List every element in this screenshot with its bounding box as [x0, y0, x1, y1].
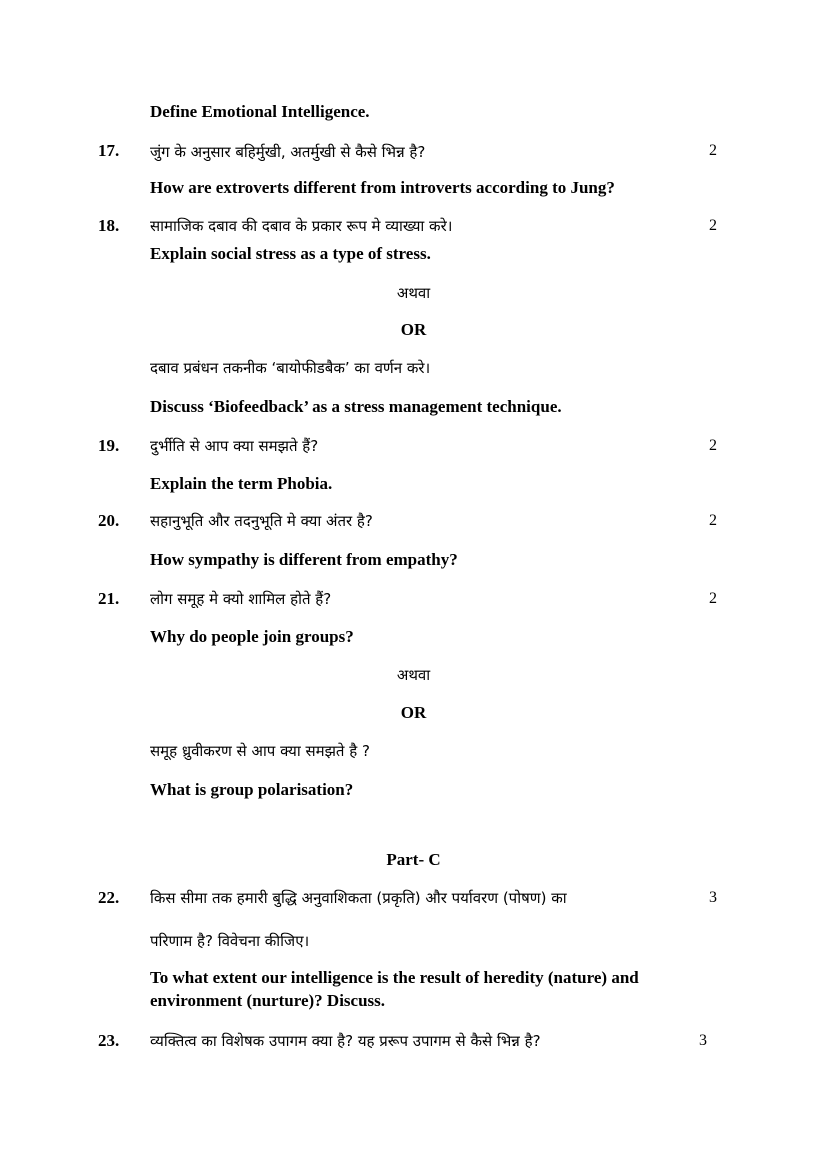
question-18-hindi: सामाजिक दबाव की दबाव के प्रकार रूप मे व्याख्या करे।: [150, 217, 453, 235]
question-20-marks: 2: [709, 512, 717, 529]
question-18-alternative-hindi: दबाव प्रबंधन तकनीक ‘बायोफीडबैक’ का वर्णन करे।: [150, 359, 431, 377]
question-18-alternative-english: Discuss ‘Biofeedback’ as a stress management technique.: [150, 397, 562, 416]
question-21-alternative-english: What is group polarisation?: [150, 780, 354, 799]
question-21-english: Why do people join groups?: [150, 627, 354, 646]
question-19-marks: 2: [709, 437, 717, 454]
question-21-alternative-hindi: समूह ध्रुवीकरण से आप क्या समझते है ?: [150, 742, 370, 760]
question-18-or-hindi: अथवा: [396, 284, 431, 302]
question-number-17: 17.: [98, 141, 120, 160]
question-19-english: Explain the term Phobia.: [150, 474, 333, 493]
question-18-or-english: OR: [400, 320, 427, 339]
part-c-heading: Part- C: [386, 850, 441, 869]
question-number-23: 23.: [98, 1031, 120, 1050]
question-19-hindi: दुर्भीति से आप क्या समझते हैं?: [150, 437, 319, 455]
question-22-hindi-line-2: परिणाम है? विवेचना कीजिए।: [150, 932, 310, 950]
question-23-marks: 3: [699, 1032, 707, 1049]
question-number-18: 18.: [98, 216, 120, 235]
question-22-hindi-line-1: किस सीमा तक हमारी बुद्धि अनुवाशिकता (प्रकृति) और पर्यावरण (पोषण) का: [150, 889, 567, 907]
question-20-english: How sympathy is different from empathy?: [150, 550, 458, 569]
question-21-marks: 2: [709, 590, 717, 607]
question-23-hindi: व्यक्तित्व का विशेषक उपागम क्या है? यह प्ररूप उपागम से कैसे भिन्न है?: [150, 1032, 541, 1050]
question-number-20: 20.: [98, 511, 120, 530]
question-18-english: Explain social stress as a type of stress.: [150, 244, 431, 263]
question-21-or-hindi: अथवा: [396, 666, 431, 684]
question-number-21: 21.: [98, 589, 120, 608]
question-17-marks: 2: [709, 142, 717, 159]
question-22-english-line-2: environment (nurture)? Discuss.: [150, 991, 386, 1010]
question-21-hindi: लोग समूह मे क्यो शामिल होते हैं?: [150, 590, 332, 608]
question-number-22: 22.: [98, 888, 120, 907]
question-20-hindi: सहानुभूति और तदनुभूति मे क्या अंतर है?: [150, 512, 373, 530]
question-22-english-line-1: To what extent our intelligence is the result of heredity (nature) and: [150, 968, 639, 987]
question-17-hindi: जुंग के अनुसार बहिर्मुखी, अतर्मुखी से कैसे भिन्न है?: [150, 143, 426, 161]
question-18-marks: 2: [709, 217, 717, 234]
question-number-19: 19.: [98, 436, 120, 455]
question-22-marks: 3: [709, 889, 717, 906]
question-17-english: How are extroverts different from introverts according to Jung?: [150, 178, 615, 197]
question-21-or-english: OR: [400, 703, 427, 722]
intro-english-text: Define Emotional Intelligence.: [150, 102, 370, 121]
